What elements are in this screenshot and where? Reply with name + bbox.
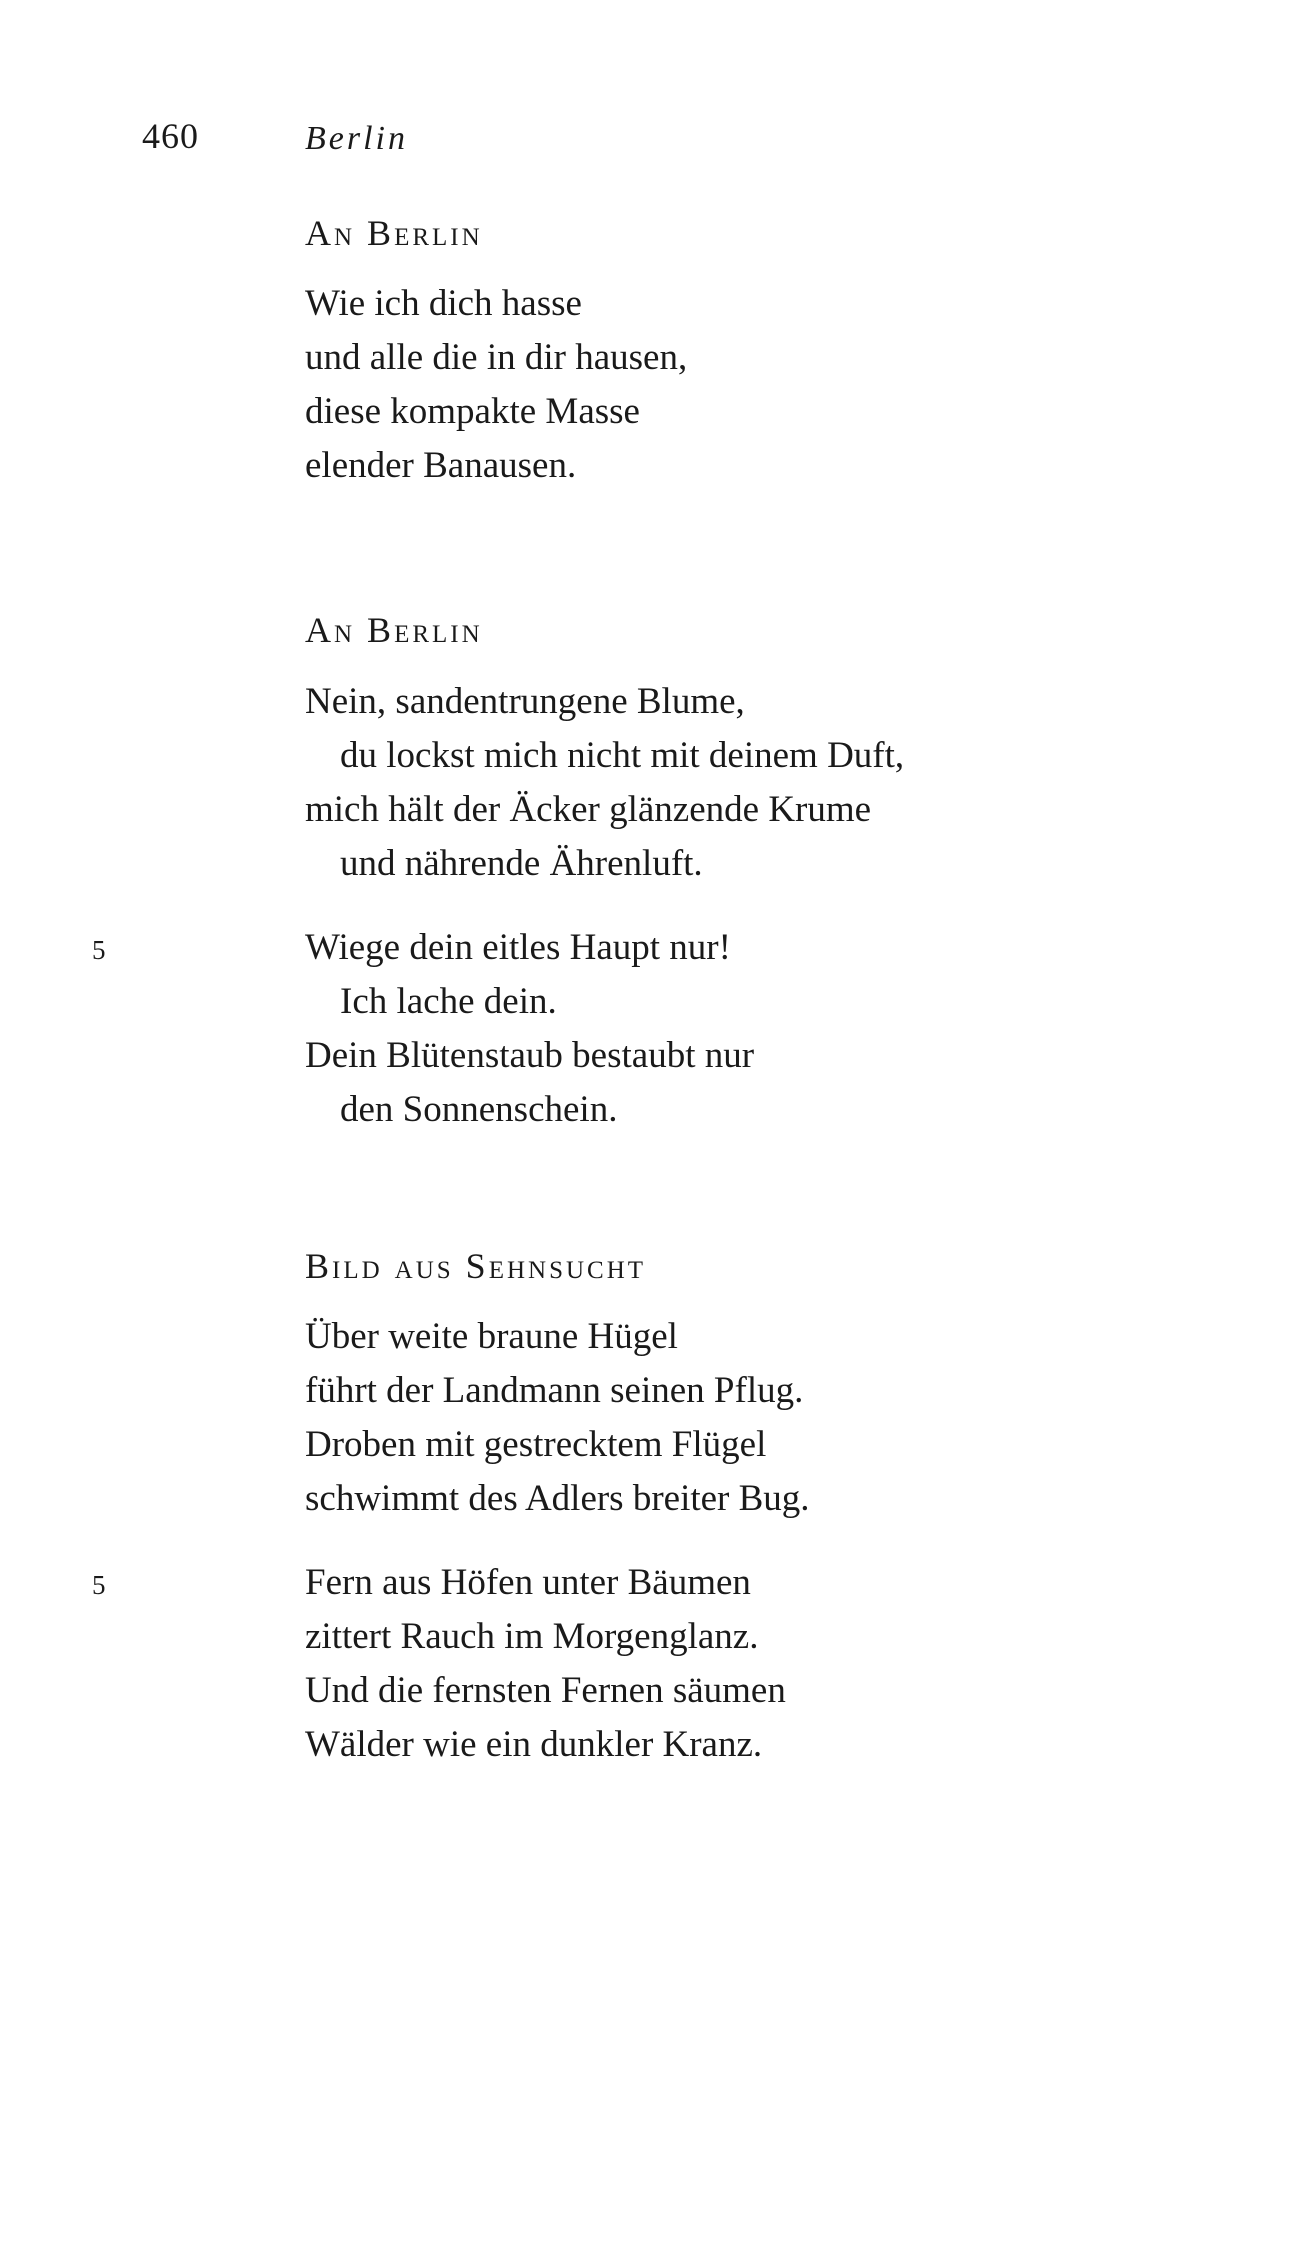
poem-line: Nein, sandentrungene Blume,	[305, 681, 745, 722]
poem-line: Über weite braune Hügel	[305, 1316, 678, 1357]
poem-line: zittert Rauch im Morgenglanz.	[305, 1616, 759, 1657]
poem-title: An Berlin	[305, 610, 483, 650]
poem-line: Droben mit gestrecktem Flügel	[305, 1424, 767, 1465]
poem-line: Ich lache dein.	[340, 981, 557, 1022]
line-number-marker: 5	[92, 935, 106, 965]
poem-title: Bild aus Sehnsucht	[305, 1246, 647, 1286]
poem-line: Wälder wie ein dunkler Kranz.	[305, 1724, 763, 1765]
poem-line: Fern aus Höfen unter Bäumen	[305, 1562, 751, 1603]
poem-line: du lockst mich nicht mit deinem Duft,	[340, 735, 905, 776]
running-head: Berlin	[305, 120, 408, 157]
poem-line: schwimmt des Adlers breiter Bug.	[305, 1478, 810, 1519]
poem-title: An Berlin	[305, 213, 483, 253]
line-number-marker: 5	[92, 1570, 106, 1600]
poem-line: diese kompakte Masse	[305, 391, 640, 432]
poem-line: Und die fernsten Fernen säumen	[305, 1670, 786, 1711]
page-number: 460	[142, 116, 199, 156]
poem-line: Wie ich dich hasse	[305, 283, 582, 324]
poem-line: Dein Blütenstaub bestaubt nur	[305, 1035, 755, 1076]
poem-line: elender Banausen.	[305, 445, 577, 486]
poem-line: Wiege dein eitles Haupt nur!	[305, 927, 731, 968]
poem-line: und nährende Ährenluft.	[340, 843, 703, 884]
poem-line: mich hält der Äcker glänzende Krume	[305, 789, 872, 830]
poem-line: den Sonnenschein.	[340, 1089, 618, 1130]
poem-line: führt der Landmann seinen Pflug.	[305, 1370, 804, 1411]
poem-line: und alle die in dir hausen,	[305, 337, 688, 378]
